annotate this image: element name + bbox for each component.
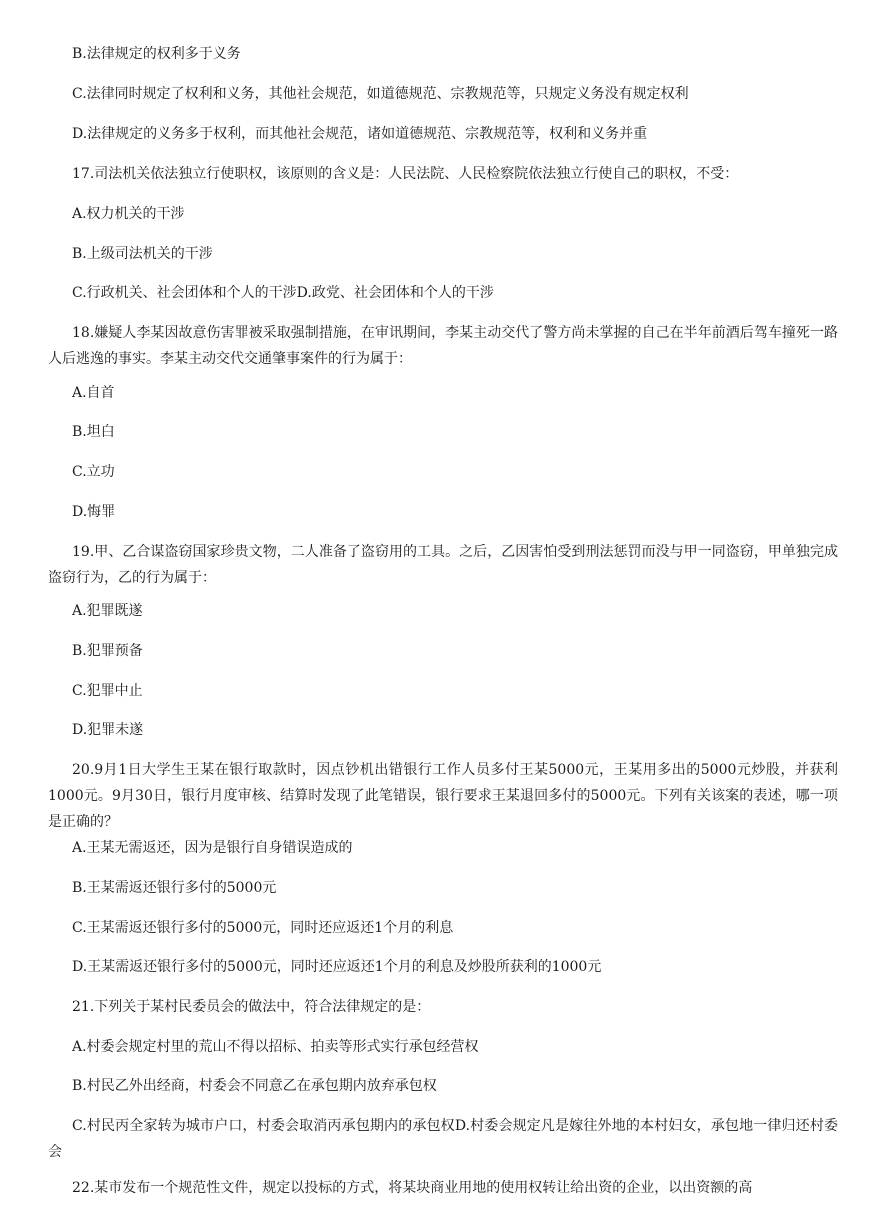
q16-option-d: D.法律规定的义务多于权利，而其他社会规范，诸如道德规范、宗教规范等，权利和义务并重 bbox=[72, 126, 648, 142]
q17-stem: 17.司法机关依法独立行使职权，该原则的含义是：人民法院、人民检察院依法独立行使自己的职权，不受： bbox=[72, 166, 739, 182]
q19-option-d: D.犯罪未遂 bbox=[72, 722, 144, 738]
q18-stem: 18.嫌疑人李某因故意伤害罪被采取强制措施，在审讯期间，李某主动交代了警方尚未掌握的自己在半年前酒后驾车撞死一路人后逃逸的事实。李某主动交代交通肇事案件的行为属于： bbox=[48, 325, 838, 367]
q19-option-b: B.犯罪预备 bbox=[72, 643, 143, 659]
q20-stem: 20.9月1日大学生王某在银行取款时，因点钞机出错银行工作人员多付王某5000元，王某用多出的5000元炒股，并获利1000元。9月30日，银行月度审核、结算时发现了此笔错误，银行要求王某退回多付的5000元。下列有关该案的表述，哪一项是正确的？ bbox=[48, 762, 838, 830]
q17-option-b: B.上级司法机关的干涉 bbox=[72, 246, 213, 262]
q18-option-d: D.悔罪 bbox=[72, 504, 116, 520]
q21-option-a: A.村委会规定村里的荒山不得以招标、拍卖等形式实行承包经营权 bbox=[72, 1039, 479, 1055]
q18-option-a: A.自首 bbox=[72, 385, 115, 401]
q20-option-b: B.王某需返还银行多付的5000元 bbox=[72, 880, 277, 896]
q16-option-b: B.法律规定的权利多于义务 bbox=[72, 46, 241, 62]
q21-option-cd: C.村民丙全家转为城市户口，村委会取消丙承包期内的承包权D.村委会规定凡是嫁往外地的本村妇女，承包地一律归还村委会 bbox=[48, 1118, 838, 1160]
q21-option-b: B.村民乙外出经商，村委会不同意乙在承包期内放弃承包权 bbox=[72, 1078, 437, 1094]
q22-stem: 22.某市发布一个规范性文件，规定以投标的方式，将某块商业用地的使用权转让给出资的企业，以出资额的高 bbox=[72, 1180, 753, 1196]
q16-option-c: C.法律同时规定了权利和义务，其他社会规范，如道德规范、宗教规范等，只规定义务没有规定权利 bbox=[72, 86, 689, 102]
q19-option-c: C.犯罪中止 bbox=[72, 683, 143, 699]
q17-option-a: A.权力机关的干涉 bbox=[72, 206, 185, 222]
q17-option-cd: C.行政机关、社会团体和个人的干涉D.政党、社会团体和个人的干涉 bbox=[72, 285, 494, 301]
q21-stem: 21.下列关于某村民委员会的做法中，符合法律规定的是： bbox=[72, 999, 431, 1015]
q20-option-d: D.王某需返还银行多付的5000元，同时还应返还1个月的利息及炒股所获利的1000元 bbox=[72, 959, 602, 975]
q19-option-a: A.犯罪既遂 bbox=[72, 603, 143, 619]
q18-option-c: C.立功 bbox=[72, 464, 115, 480]
q19-stem: 19.甲、乙合谋盗窃国家珍贵文物，二人准备了盗窃用的工具。之后，乙因害怕受到刑法惩罚而没与甲一同盗窃，甲单独完成盗窃行为，乙的行为属于： bbox=[48, 544, 838, 586]
q18-option-b: B.坦白 bbox=[72, 424, 115, 440]
q20-option-a: A.王某无需返还，因为是银行自身错误造成的 bbox=[72, 840, 353, 856]
q20-option-c: C.王某需返还银行多付的5000元，同时还应返还1个月的利息 bbox=[72, 920, 454, 936]
